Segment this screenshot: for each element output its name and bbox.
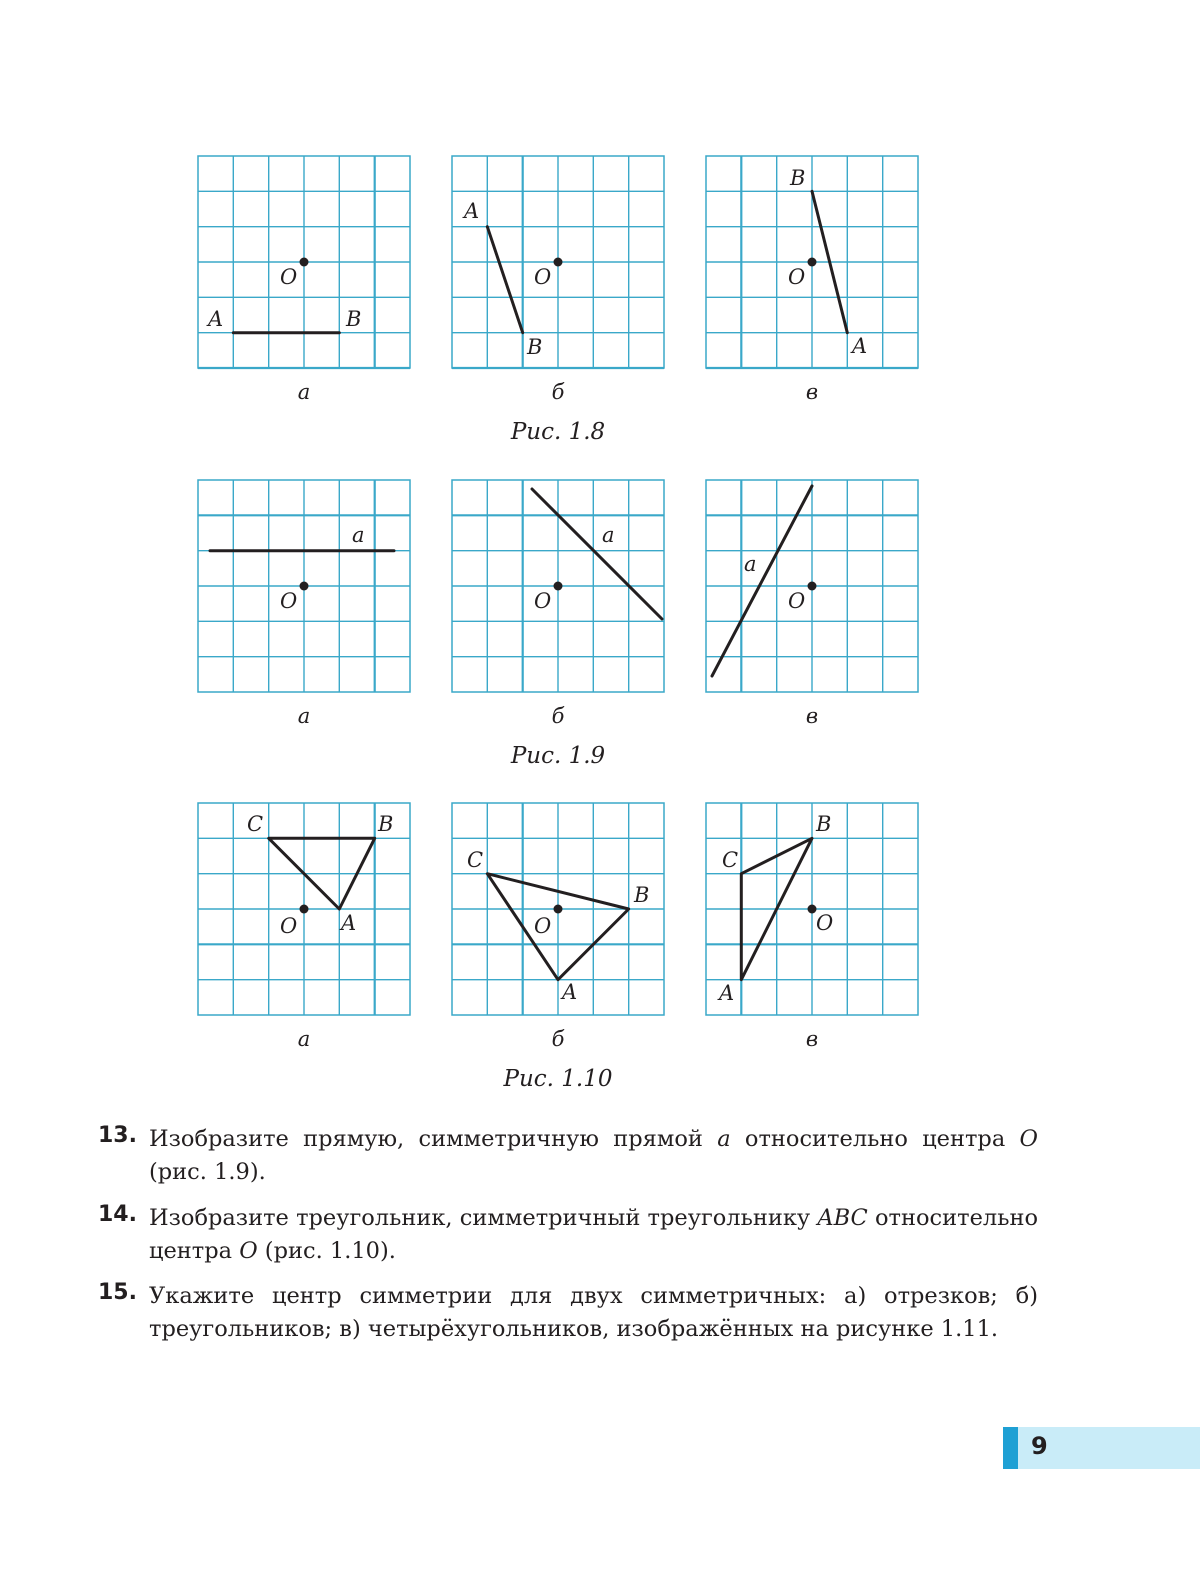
center-point-o [808,258,817,267]
fig-1-8-panel-b [452,156,664,368]
fig-1-9-panel-a [198,480,410,692]
point-label-b: B [634,883,650,907]
figure-caption: Рис. 1.8 [510,419,606,445]
page-number-tab [1003,1427,1200,1469]
point-label-c: C [247,812,264,836]
task-number: 14. [98,1202,137,1227]
fig-1-10-panel-v [706,803,918,1015]
point-label-b: B [346,307,362,331]
panel-letter: в [805,704,819,728]
fig-1-9-panel-b [452,480,664,692]
center-point-o [554,258,563,267]
panel-letter: а [297,1027,311,1051]
point-label-a: A [719,981,735,1005]
line-label-a: a [744,552,757,576]
point-label-a: A [464,199,480,223]
figure-caption: Рис. 1.9 [510,743,606,769]
point-label-b: B [378,812,394,836]
center-label-o: O [280,589,298,613]
task-text: Изобразите треугольник, симметричный треугольнику ABC относительно центра O (рис. 1.10). [149,1205,1038,1264]
center-label-o: O [788,589,806,613]
fig-1-8-panel-a [198,156,410,368]
panel-letter: а [297,380,311,404]
panel-letter: в [805,1027,819,1051]
panel-letter: б [551,380,565,404]
point-label-a: A [341,911,357,935]
task-14 [98,1202,1038,1267]
figure-caption: Рис. 1.10 [503,1066,613,1092]
point-label-a: A [562,980,578,1004]
task-15 [98,1280,1038,1345]
center-point-o [808,582,817,591]
panel-letter: в [805,380,819,404]
point-label-c: C [722,848,739,872]
fig-1-8-panel-v [706,156,918,368]
center-point-o [300,258,309,267]
center-point-o [300,905,309,914]
task-13 [98,1123,1038,1188]
fig-1-9-panel-v [706,480,918,692]
line-label-a: a [602,523,615,547]
task-number: 13. [98,1123,137,1148]
center-label-o: O [534,914,552,938]
point-label-b: B [527,335,543,359]
center-label-o: O [816,911,834,935]
point-label-b: B [816,812,832,836]
center-point-o [554,905,563,914]
center-label-o: O [280,265,298,289]
page-number: 9 [1031,1432,1048,1460]
task-number: 15. [98,1280,137,1305]
center-label-o: O [534,589,552,613]
fig-1-10-panel-a [198,803,410,1015]
task-text: Укажите центр симметрии для двух симметричных: а) отрезков; б) треугольников; в) четырёхугольников, изображённых на рисунке 1.11. [149,1283,1038,1342]
center-label-o: O [534,265,552,289]
center-point-o [300,582,309,591]
task-text: Изобразите прямую, симметричную прямой a относительно центра O (рис. 1.9). [149,1126,1038,1185]
center-point-o [554,582,563,591]
fig-1-10-panel-b [452,803,664,1015]
point-label-a: A [208,307,224,331]
panel-letter: а [297,704,311,728]
panel-letter: б [551,1027,565,1051]
line-label-a: a [352,523,365,547]
point-label-a: A [852,334,868,358]
point-label-b: B [790,166,806,190]
panel-letter: б [551,704,565,728]
center-label-o: O [280,914,298,938]
center-label-o: O [788,265,806,289]
point-label-c: C [467,848,484,872]
